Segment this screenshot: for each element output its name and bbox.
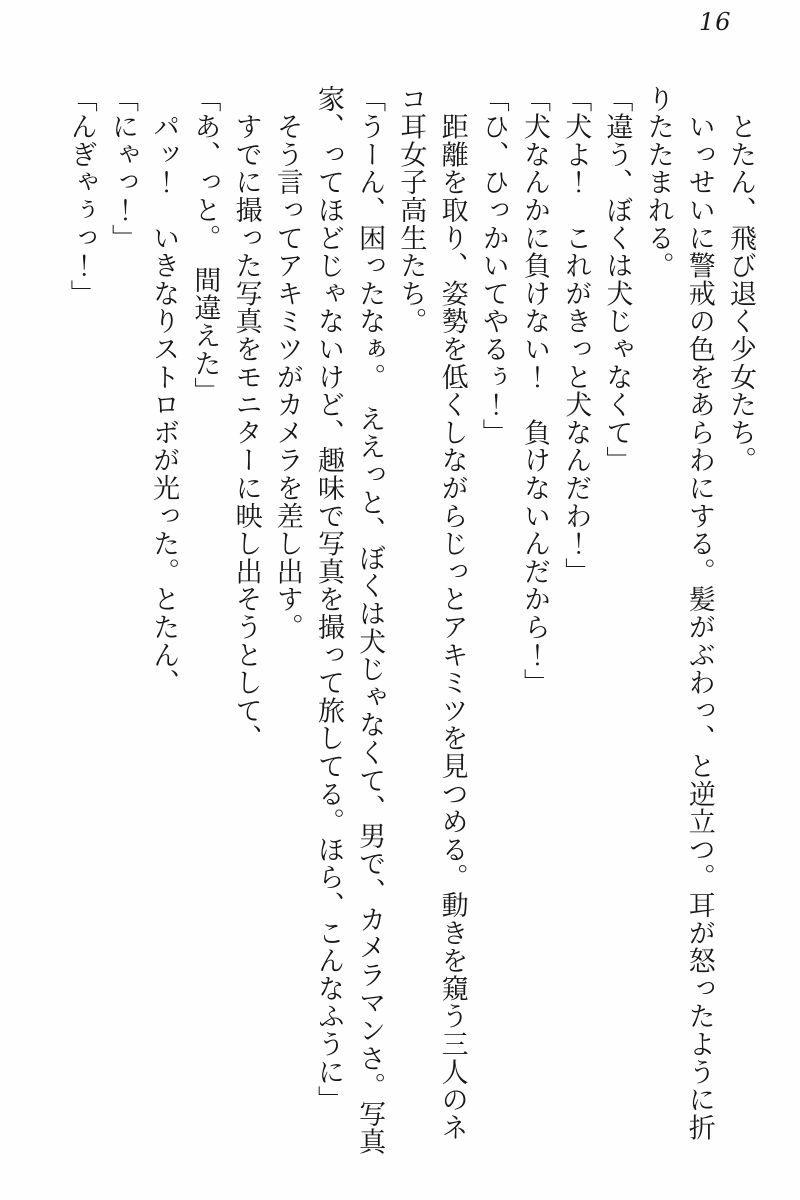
text-line: そう言ってアキミツがカメラを差し出す。 [272, 85, 303, 641]
text-line: パッ！ いきなりストロボが光った。とたん、 [149, 85, 180, 697]
text-line: 「違う、ぼくは犬じゃなくて」 [602, 85, 633, 475]
page-number: 16 [699, 8, 732, 36]
text-line: 「犬よ！ これがきっと犬なんだわ！」 [561, 85, 592, 586]
text-line: 「ひ、ひっかいてやるぅ！」 [478, 85, 509, 447]
text-line: 「にゃっ！」 [107, 85, 138, 252]
text-line: 「うーん、困ったなぁ。 ええっと、ぼくは犬じゃなくて、男で、カメラマンさ。写真 [355, 85, 386, 1156]
text-line: とたん、飛び退く少女たち。 [726, 85, 756, 475]
text-line: すでに撮った写真をモニターに映し出そうとして、 [231, 85, 262, 753]
text-line: 「あ、っと。 間違えた」 [190, 85, 221, 406]
text-line: いっせいに警戒の色をあらわにする。髪がぶわっ、と逆立つ。耳が怒ったように折 [684, 85, 715, 1142]
text-line: 家、ってほどじゃないけど、趣味で写真を撮って旅してる。ほら、こんなふうに」 [313, 85, 344, 1114]
text-line: 「犬なんかに負けない！ 負けないんだから！」 [519, 85, 550, 697]
text-line: りたたまれる。 [643, 85, 674, 280]
text-line: 「んぎゃぅっ！」 [66, 85, 97, 308]
text-line: コ耳女子高生たち。 [396, 85, 427, 336]
text-line: 距離を取り、姿勢を低くしながらじっとアキミツを見つめる。動きを窺う三人のネ [437, 85, 468, 1142]
text-body [59, 85, 761, 1156]
